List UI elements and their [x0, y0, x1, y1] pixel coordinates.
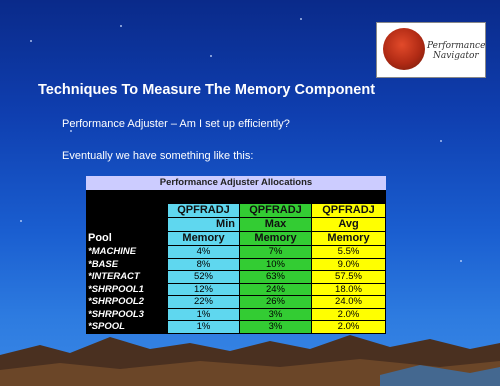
logo-text: Performance Navigator — [427, 41, 486, 61]
avg-value: 18.0% — [312, 284, 386, 297]
bullet-text: Eventually we have something like this: — [62, 150, 254, 162]
star-decoration — [30, 40, 32, 42]
avg-value: 24.0% — [312, 296, 386, 309]
min-value: 52% — [168, 271, 240, 284]
max-value: 7% — [240, 246, 312, 259]
min-value: 1% — [168, 309, 240, 322]
col-header-avg-sub: Avg — [312, 218, 386, 232]
table-title: Performance Adjuster Allocations — [86, 176, 386, 190]
avg-value: 9.0% — [312, 259, 386, 272]
star-decoration — [210, 55, 212, 57]
pool-name: *BASE — [86, 259, 168, 272]
table-spacer-row — [86, 190, 386, 204]
slide-title: Techniques To Measure The Memory Component — [38, 82, 376, 98]
min-value: 22% — [168, 296, 240, 309]
col-header-min-unit: Memory — [168, 232, 240, 246]
pool-name: *INTERACT — [86, 271, 168, 284]
col-header-min: QPFRADJ — [168, 204, 240, 218]
max-value: 26% — [240, 296, 312, 309]
star-decoration — [70, 130, 72, 132]
logo-emblem-icon — [383, 28, 425, 70]
avg-value: 2.0% — [312, 321, 386, 334]
star-decoration — [440, 140, 442, 142]
avg-value: 2.0% — [312, 309, 386, 322]
pool-name: *SHRPOOL1 — [86, 284, 168, 297]
col-header-avg: QPFRADJ — [312, 204, 386, 218]
star-decoration — [120, 25, 122, 27]
min-value: 8% — [168, 259, 240, 272]
star-decoration — [460, 260, 462, 262]
star-decoration — [20, 220, 22, 222]
min-value: 1% — [168, 321, 240, 334]
avg-value: 5.5% — [312, 246, 386, 259]
pool-name: *SHRPOOL3 — [86, 309, 168, 322]
pool-name: *MACHINE — [86, 246, 168, 259]
pool-name: *SPOOL — [86, 321, 168, 334]
max-value: 3% — [240, 321, 312, 334]
col-header-max-sub: Max — [240, 218, 312, 232]
star-decoration — [300, 18, 302, 20]
table-corner — [86, 204, 168, 218]
avg-value: 57.5% — [312, 271, 386, 284]
max-value: 63% — [240, 271, 312, 284]
col-header-avg-unit: Memory — [312, 232, 386, 246]
max-value: 10% — [240, 259, 312, 272]
allocations-table — [86, 204, 386, 334]
max-value: 3% — [240, 309, 312, 322]
table-corner — [86, 218, 168, 232]
col-header-max: QPFRADJ — [240, 204, 312, 218]
pool-header: Pool — [86, 232, 168, 246]
col-header-max-unit: Memory — [240, 232, 312, 246]
col-header-min-sub: Min — [168, 218, 240, 232]
pool-name: *SHRPOOL2 — [86, 296, 168, 309]
max-value: 24% — [240, 284, 312, 297]
min-value: 12% — [168, 284, 240, 297]
company-logo — [376, 22, 486, 78]
min-value: 4% — [168, 246, 240, 259]
bullet-text: Performance Adjuster – Am I set up efficiently? — [62, 118, 290, 130]
